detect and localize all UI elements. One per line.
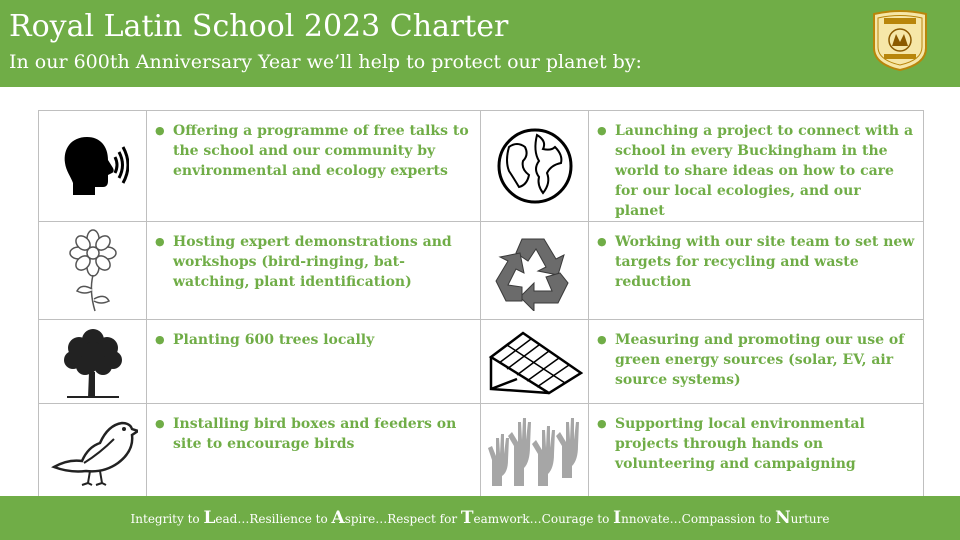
raised-hands-icon bbox=[486, 416, 584, 488]
charter-item-3 bbox=[147, 222, 481, 320]
globe-icon bbox=[495, 127, 575, 205]
bullet-icon: ● bbox=[597, 235, 607, 248]
charter-item-8 bbox=[589, 404, 924, 501]
charter-item-text: Installing bird boxes and feeders on site to encourage birds bbox=[173, 416, 457, 452]
bird-icon-cell bbox=[39, 404, 147, 501]
bullet-icon: ● bbox=[155, 333, 165, 346]
tree-icon bbox=[63, 326, 123, 398]
value-teamwork: Respect for Teamwork… bbox=[387, 508, 542, 528]
tree-icon-cell bbox=[39, 320, 147, 404]
school-values-footer bbox=[0, 496, 960, 540]
value-aspire: Resilience to Aspire… bbox=[249, 508, 388, 528]
charter-item-text: Planting 600 trees locally bbox=[173, 332, 375, 348]
flower-icon-cell bbox=[39, 222, 147, 320]
charter-item-6 bbox=[589, 320, 924, 404]
globe-icon-cell bbox=[481, 111, 589, 222]
charter-item-text: Offering a programme of free talks to the school and our community by environmental and ecology experts bbox=[173, 123, 469, 179]
charter-item-text: Supporting local environmental projects through hands on volunteering and campaigning bbox=[615, 416, 865, 472]
school-crest-icon bbox=[870, 8, 930, 72]
recycle-icon bbox=[492, 231, 578, 311]
charter-item-text: Launching a project to connect with a school in every Buckingham in the world to share ideas on how to care for our local ecologies, and our planet bbox=[615, 123, 914, 219]
charter-item-text: Working with our site team to set new targets for recycling and waste reduction bbox=[615, 234, 915, 290]
bullet-icon: ● bbox=[597, 333, 607, 346]
charter-item-2 bbox=[589, 111, 924, 222]
speaking-head-icon bbox=[57, 133, 129, 199]
speaking-head-icon-cell bbox=[39, 111, 147, 222]
page-title: Royal Latin School 2023 Charter bbox=[9, 9, 509, 44]
raised-hands-icon-cell bbox=[481, 404, 589, 501]
page-subtitle: In our 600th Anniversary Year we’ll help to protect our planet by: bbox=[9, 51, 642, 73]
bird-icon bbox=[48, 417, 138, 487]
charter-item-7 bbox=[147, 404, 481, 501]
solar-panel-icon-cell bbox=[481, 320, 589, 404]
charter-item-1 bbox=[147, 111, 481, 222]
flower-icon bbox=[65, 229, 121, 313]
value-nurture: Compassion to Nurture bbox=[681, 508, 830, 528]
solar-panel-icon bbox=[487, 329, 583, 395]
charter-item-4 bbox=[589, 222, 924, 320]
bullet-icon: ● bbox=[597, 417, 607, 430]
recycle-icon-cell bbox=[481, 222, 589, 320]
charter-item-text: Hosting expert demonstrations and workshops (bird-ringing, bat-watching, plant identification) bbox=[173, 234, 452, 290]
bullet-icon: ● bbox=[155, 124, 165, 137]
value-innovate: Courage to Innovate… bbox=[541, 508, 682, 528]
bullet-icon: ● bbox=[597, 124, 607, 137]
bullet-icon: ● bbox=[155, 417, 165, 430]
charter-item-5 bbox=[147, 320, 481, 404]
header-banner bbox=[0, 0, 960, 87]
charter-item-text: Measuring and promoting our use of green energy sources (solar, EV, air source systems) bbox=[615, 332, 905, 388]
value-lead: Integrity to Lead… bbox=[130, 508, 250, 528]
bullet-icon: ● bbox=[155, 235, 165, 248]
charter-grid bbox=[38, 110, 924, 501]
